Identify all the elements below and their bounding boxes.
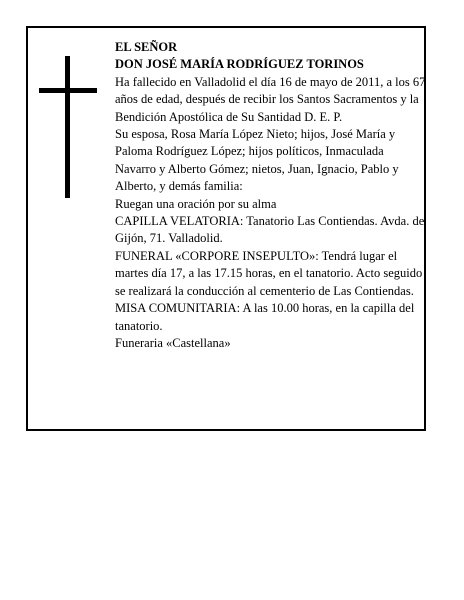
- deceased-name: DON JOSÉ MARÍA RODRÍGUEZ TORINOS: [115, 57, 364, 72]
- chapel-info: CAPILLA VELATORIA: Tanatorio Las Contiendas. Avda. de Gijón, 71. Valladolid.: [115, 214, 425, 246]
- prayer-request: Ruegan una oración por su alma: [115, 196, 277, 211]
- cross-horizontal-bar: [39, 88, 97, 93]
- title-line-1: EL SEÑOR: [115, 40, 178, 54]
- funeral-info: FUNERAL «CORPORE INSEPULTO»: Tendrá lugar el martes día 17, a las 17.15 horas, en el tanatorio. Acto seguido se realizará la conducción al cementerio de Las Contiendas.: [115, 248, 423, 298]
- death-paragraph: Ha fallecido en Valladolid el día 16 de mayo de 2011, a los 67 años de edad, después de recibir los Santos Sacramentos y la Bendición Apostólica de Su Santidad D. E. P.: [115, 74, 426, 124]
- mass-info: MISA COMUNITARIA: A las 10.00 horas, en la capilla del tanatorio.: [115, 301, 415, 333]
- cross-vertical-bar: [65, 56, 70, 198]
- funeral-home: Funeraria «Castellana»: [115, 335, 231, 350]
- family-paragraph: Su esposa, Rosa María López Nieto; hijos, José María y Paloma Rodríguez López; hijos políticos, Inmaculada Navarro y Alberto Gómez; nietos, Juan, Ignacio, Pablo y Alberto, y demás familia:: [115, 127, 399, 194]
- obituary-notice: [26, 26, 426, 431]
- obituary-text: [115, 39, 427, 352]
- cross-icon: [39, 56, 97, 198]
